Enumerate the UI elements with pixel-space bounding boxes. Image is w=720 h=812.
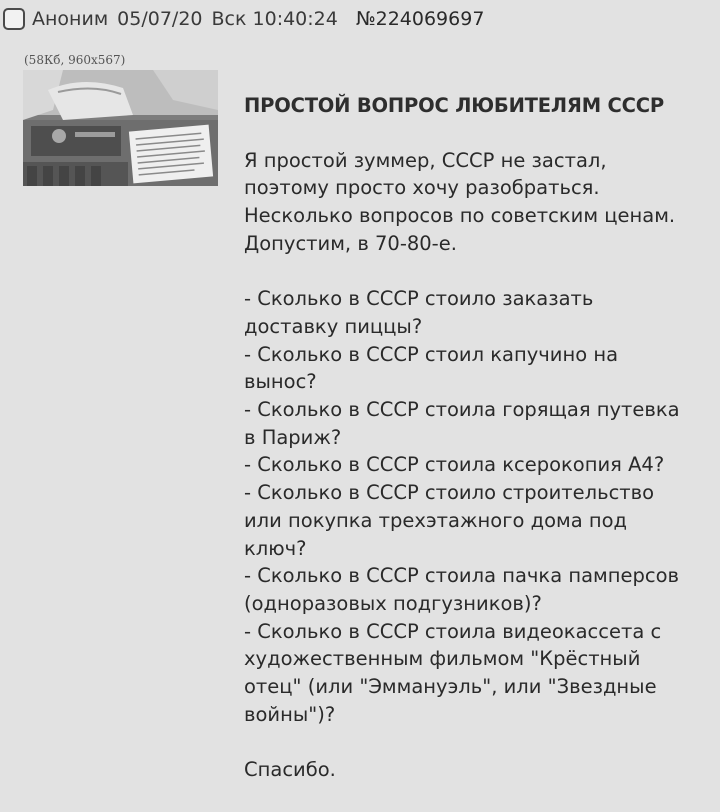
post-weekday: Вск <box>211 8 247 30</box>
post-header <box>0 4 484 34</box>
text-line: - Сколько в СССР стоила пачка памперсов <box>244 564 680 588</box>
post-clock: 10:40:24 <box>252 8 338 30</box>
post-message <box>244 92 714 812</box>
text-line: Допустим, в 70-80-е. <box>244 231 457 255</box>
text-line: - Сколько в СССР стоила горящая путевка <box>244 398 680 422</box>
questions-list <box>244 285 714 728</box>
post-author: Аноним <box>32 8 109 30</box>
text-line: - Сколько в СССР стоило строительство <box>244 481 655 505</box>
select-post-checkbox[interactable] <box>3 8 25 30</box>
post-time <box>212 8 338 30</box>
post-title: ПРОСТОЙ ВОПРОС ЛЮБИТЕЛЯМ СССР <box>244 94 664 117</box>
text-line: художественным фильмом "Крёстный <box>244 647 641 671</box>
text-line: - Сколько в СССР стоила видеокассета с <box>244 619 662 643</box>
text-line: или покупка трехэтажного дома под <box>244 508 628 532</box>
text-line: войны")? <box>244 702 336 726</box>
text-line: ключ? <box>244 536 307 560</box>
text-line: - Сколько в СССР стоила ксерокопия А4? <box>244 453 665 477</box>
text-line: поэтому просто хочу разобраться. <box>244 176 600 200</box>
closing-line: Спасибо. <box>244 758 336 782</box>
post-number-link[interactable]: №224069697 <box>355 8 485 30</box>
post-thumbnail[interactable] <box>23 70 218 186</box>
text-line: вынос? <box>244 370 317 394</box>
text-line: в Париж? <box>244 425 342 449</box>
intro-paragraph <box>244 147 714 258</box>
post-date: 05/07/20 <box>117 8 203 30</box>
text-line: (одноразовых подгузников)? <box>244 591 542 615</box>
text-line: доставку пиццы? <box>244 314 423 338</box>
text-line: - Сколько в СССР стоило заказать <box>244 287 594 311</box>
text-line: - Сколько в СССР стоил капучино на <box>244 342 619 366</box>
text-line: Несколько вопросов по советским ценам. <box>244 204 676 228</box>
photo-thumbnail-icon <box>23 70 218 186</box>
file-meta[interactable]: (58Кб, 960x567) <box>24 53 126 67</box>
text-line: Я простой зуммер, СССР не застал, <box>244 148 607 172</box>
text-line: отец" (или "Эммануэль", или "Звездные <box>244 675 657 699</box>
